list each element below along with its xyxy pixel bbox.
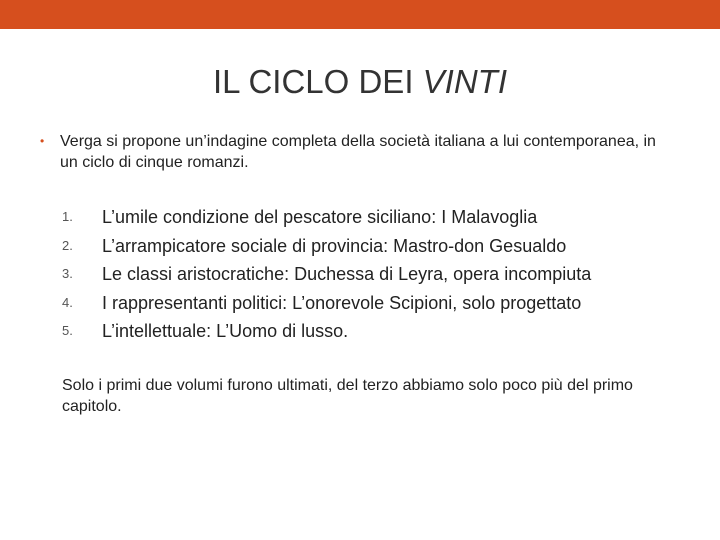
list-item-text: L’umile condizione del pescatore siciliano: I Malavoglia: [102, 207, 538, 227]
list-item-text: I rappresentanti politici: L’onorevole Scipioni, solo progettato: [102, 292, 582, 313]
list-number: 5.: [62, 323, 73, 338]
list-item: [62, 260, 702, 289]
slide-title: [0, 62, 720, 102]
list-item-text: Le classi aristocratiche: Duchessa di Leyra, opera incompiuta: [102, 264, 592, 284]
intro-text: Verga si propone un’indagine completa della società italiana a lui contemporanea, in un ciclo di cinque romanzi.: [60, 133, 656, 171]
list-number: 3.: [62, 266, 73, 281]
header-accent-bar: [0, 0, 720, 29]
list-item: [62, 289, 702, 318]
closing-note: Solo i primi due volumi furono ultimati, del terzo abbiamo solo poco più del primo capitolo.: [62, 377, 633, 415]
list-item: [62, 203, 702, 232]
bullet-icon: •: [40, 134, 45, 148]
list-number: 1.: [62, 209, 73, 224]
list-item-text: L’intellettuale: L’Uomo di lusso.: [102, 321, 349, 341]
intro-paragraph: [40, 131, 660, 173]
list-item-text: L’arrampicatore sociale di provincia: Mastro-don Gesualdo: [102, 235, 567, 256]
list-item: [62, 317, 702, 346]
slide-title-italic: VINTI: [422, 63, 507, 100]
novel-list: [62, 203, 702, 346]
list-item: [62, 232, 702, 261]
list-number: 4.: [62, 294, 73, 310]
slide-title-main: IL CICLO DEI: [212, 63, 423, 100]
list-number: 2.: [62, 237, 73, 253]
